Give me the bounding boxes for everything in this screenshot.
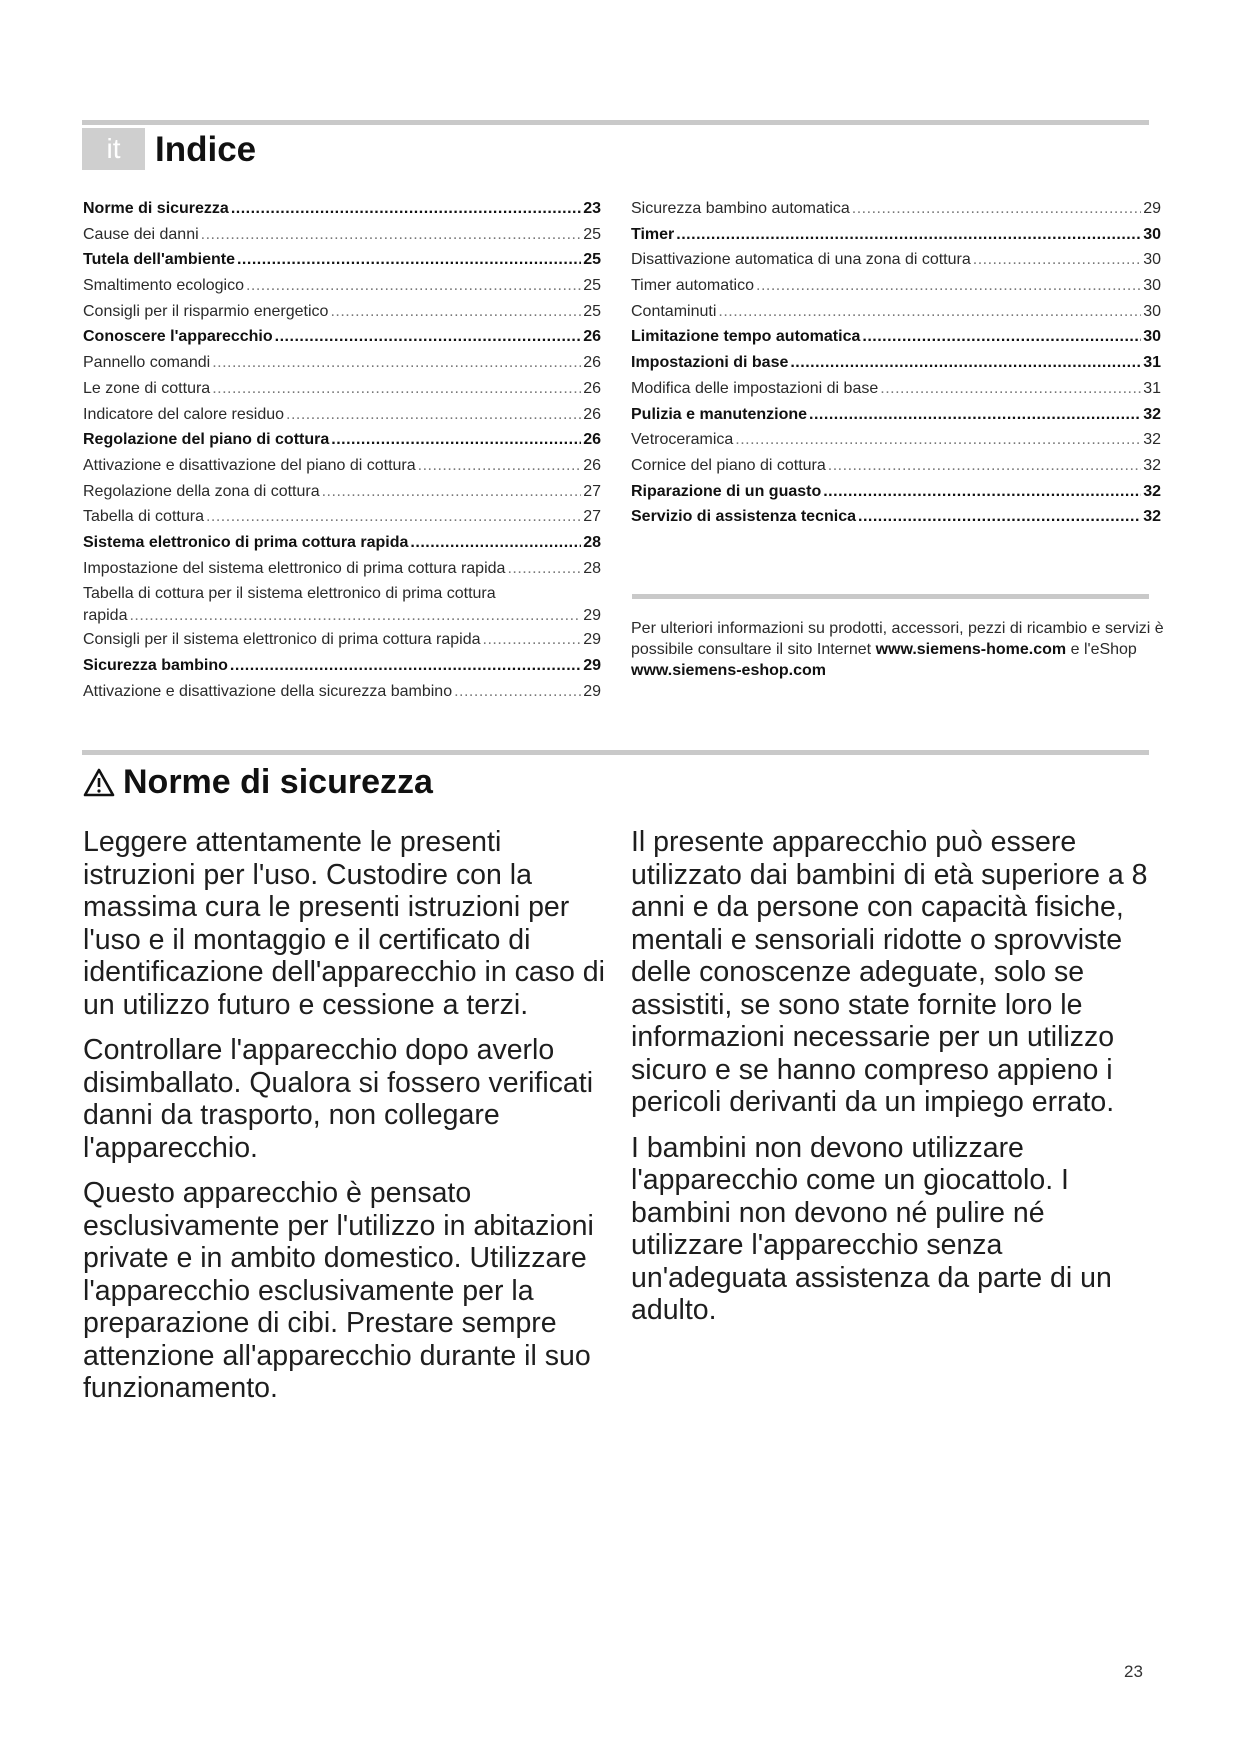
dot-leader [862,324,1141,350]
toc-entry-label: Attivazione e disattivazione della sicurezza bambino [83,682,453,700]
safety-divider [82,750,1149,755]
language-badge: it [82,128,145,170]
toc-entry-label: Pannello comandi [83,354,211,372]
safety-heading [83,758,433,806]
dot-leader [331,427,581,453]
toc-entry-label: Norme di sicurezza [83,200,229,217]
toc-entry[interactable] [83,427,601,453]
toc-entry[interactable] [83,627,601,653]
dot-leader [880,376,1141,402]
toc-entry-page: 29 [583,657,601,674]
toc-entry-label: Limitazione tempo automatica [631,328,861,346]
toc-entry[interactable] [83,324,601,350]
toc-entry-label: Contaminuti [631,302,717,320]
dot-leader [206,504,581,530]
toc-entry-page: 27 [583,482,601,500]
dot-leader [322,479,582,505]
toc-entry-label: Smaltimento ecologico [83,277,244,295]
toc-entry-label: Timer automatico [631,277,754,295]
toc-entry[interactable] [631,427,1161,453]
dot-leader [828,453,1141,479]
dot-leader [231,196,581,222]
toc-entry[interactable] [631,273,1161,299]
toc-entry[interactable] [631,299,1161,325]
toc-entry-page: 23 [583,200,601,217]
toc-entry-page: 26 [583,354,601,372]
toc-entry[interactable] [631,504,1161,530]
dot-leader [858,504,1141,530]
toc-entry[interactable] [83,479,601,505]
toc-entry-label: Tabella di cottura [83,508,204,526]
toc-entry-page: 32 [1143,482,1161,500]
toc-entry[interactable] [83,581,601,627]
toc-entry-label: Cornice del piano di cottura [631,456,826,474]
toc-entry[interactable] [83,402,601,428]
toc-entry[interactable] [83,299,601,325]
dot-leader [483,627,582,653]
toc-entry-page: 30 [1143,328,1161,346]
toc-entry-label: Regolazione della zona di cottura [83,482,320,500]
toc-entry-page: 29 [583,607,601,625]
dot-leader [756,273,1141,299]
toc-entry-label: Timer [631,225,675,243]
toc-entry-page: 32 [1143,405,1161,423]
toc-entry[interactable] [83,273,601,299]
toc-entry-page: 29 [583,682,601,700]
dot-leader [718,299,1141,325]
toc-entry-page: 32 [1143,431,1161,449]
toc-entry-page: 26 [583,456,601,474]
toc-entry-page: 26 [583,328,601,346]
toc-entry-page: 26 [583,379,601,397]
dot-leader [823,479,1141,505]
toc-entry-page: 25 [583,225,601,243]
toc-entry-label: Le zone di cottura [83,379,211,397]
toc-entry[interactable] [631,350,1161,376]
top-divider [82,120,1149,125]
toc-entry-page: 27 [583,508,601,526]
dot-leader [809,402,1141,428]
toc-entry[interactable] [83,376,601,402]
toc-entry[interactable] [631,453,1161,479]
toc-entry-label: Regolazione del piano di cottura [83,431,330,449]
toc-entry[interactable] [83,222,601,248]
toc-entry-page: 29 [1143,200,1161,217]
toc-entry-label: Impostazione del sistema elettronico di prima cottura rapida [83,559,506,577]
dot-leader [230,653,581,679]
toc-entry[interactable] [631,247,1161,273]
safety-paragraph: Leggere attentamente le presenti istruzioni per l'uso. Custodire con la massima cura le presenti istruzioni per l'uso e il montaggio e il certificato di identificazione dell'apparecchio in caso di un utilizzo futuro e cessione a terzi. [83,826,605,1021]
toc-entry-page: 30 [1143,302,1161,320]
toc-entry-label-cont: rapida [83,607,128,625]
toc-entry[interactable] [83,504,601,530]
info-connector: e l'eShop [1070,641,1137,658]
safety-paragraph: Questo apparecchio è pensato esclusivamente per l'utilizzo in abitazioni private e in ambito domestico. Utilizzare l'apparecchio esclusivamente per la preparazione di cibi. Prestare sempre attenzione all'apparecchio durante il suo funzionamento. [83,1177,594,1404]
toc-entry[interactable] [631,222,1161,248]
toc-entry-label: Riparazione di un guasto [631,482,822,500]
toc-entry-page: 29 [583,631,601,649]
toc-entry[interactable] [83,556,601,582]
toc-entry-label: Attivazione e disattivazione del piano di cottura [83,456,416,474]
toc-entry-label: Impostazioni di base [631,354,789,372]
website-link[interactable]: www.siemens-home.com [875,641,1067,658]
dot-leader [418,453,582,479]
dot-leader [237,247,581,273]
toc-entry-label: Tabella di cottura per il sistema elettronico di prima cottura [83,585,496,603]
toc-entry-label: Disattivazione automatica di una zona di cottura [631,251,971,269]
toc-entry-page: 31 [1143,379,1161,397]
toc-entry[interactable] [631,324,1161,350]
toc-entry-page: 25 [583,302,601,320]
safety-paragraph: I bambini non devono utilizzare l'apparecchio come un giocattolo. I bambini non devono né pulire né utilizzare l'apparecchio senza un'adeguata assistenza da parte di un adulto. [631,1131,1112,1326]
page-number: 23 [1124,1662,1143,1681]
warning-icon [83,768,115,797]
toc-entry[interactable] [631,376,1161,402]
toc-entry-page: 26 [583,431,601,449]
toc-entry[interactable] [83,679,601,705]
toc-entry[interactable] [631,402,1161,428]
toc-entry-label: Vetroceramica [631,431,734,449]
toc-entry-page: 32 [1143,456,1161,474]
toc-entry-label: Tutela dell'ambiente [83,251,235,269]
safety-title: Norme di sicurezza [123,763,433,801]
dot-leader [246,273,581,299]
toc-entry-page: 25 [583,251,601,269]
index-title: Indice [155,130,257,169]
dot-leader [330,299,581,325]
toc-entry[interactable] [83,247,601,273]
eshop-link[interactable]: www.siemens-eshop.com [631,662,827,679]
safety-paragraph: Controllare l'apparecchio dopo averlo disimballato. Qualora si fossero verificati danni da trasporto, non collegare l'apparecchio. [83,1034,594,1164]
toc-entry-page: 31 [1143,354,1161,372]
toc-entry-label: Sicurezza bambino [83,657,228,674]
toc-entry-label: Conoscere l'apparecchio [83,328,273,346]
safety-paragraph: Il presente apparecchio può essere utilizzato dai bambini di età superiore a 8 anni e da persone con capacità fisiche, mentali e sensoriali ridotte o sprovviste delle conoscenze adeguate, solo se assistiti, se sono state fornite loro le informazioni necessarie per un utilizzo sicuro e se hanno compreso appieno i pericoli derivanti da un impiego errato. [631,826,1148,1118]
toc-entry-label: Indicatore del calore residuo [83,405,285,423]
toc-entry-label: Consigli per il sistema elettronico di prima cottura rapida [83,631,481,649]
dot-leader [973,247,1141,273]
dot-leader [454,679,581,705]
toc-entry-label: Pulizia e manutenzione [631,405,808,423]
dot-leader [286,402,581,428]
toc-entry-page: 30 [1143,225,1161,243]
info-sentence: Per ulteriori informazioni su prodotti, accessori, pezzi di ricambio e servizi è possibile consultare il sito Internet [631,620,1164,658]
toc-entry-label: Consigli per il risparmio energetico [83,302,329,320]
dot-leader [852,196,1141,222]
toc-entry-page: 28 [583,533,601,551]
toc-entry-page: 30 [1143,277,1161,295]
dot-leader [212,376,581,402]
toc-left-column [83,196,601,704]
toc-entry-page: 28 [583,559,601,577]
dot-leader [676,222,1141,248]
dot-leader [212,350,581,376]
toc-entry-page: 32 [1143,508,1161,526]
dot-leader [129,605,581,627]
toc-entry-page: 26 [583,405,601,423]
safety-right-column [631,826,1151,1340]
toc-entry-label: Servizio di assistenza tecnica [631,508,856,526]
toc-entry-label: Cause dei danni [83,225,199,243]
toc-entry[interactable] [83,453,601,479]
toc-entry-page: 25 [583,277,601,295]
toc-entry-label: Sicurezza bambino automatica [631,200,850,217]
toc-entry[interactable] [631,479,1161,505]
dot-leader [507,556,581,582]
toc-entry-label: Modifica delle impostazioni di base [631,379,879,397]
dot-leader [201,222,582,248]
toc-entry[interactable] [83,350,601,376]
dot-leader [410,530,581,556]
toc-entry[interactable] [83,530,601,556]
info-divider [632,594,1149,599]
dot-leader [790,350,1141,376]
safety-left-column [83,826,613,1418]
toc-entry-page: 30 [1143,251,1161,269]
toc-entry[interactable] [83,653,601,679]
toc-entry-label: Sistema elettronico di prima cottura rapida [83,533,409,551]
dot-leader [735,427,1141,453]
dot-leader [275,324,582,350]
toc-entry[interactable] [631,196,1161,222]
toc-entry[interactable] [83,196,601,222]
toc-right-column [631,196,1161,530]
info-text [631,618,1171,681]
